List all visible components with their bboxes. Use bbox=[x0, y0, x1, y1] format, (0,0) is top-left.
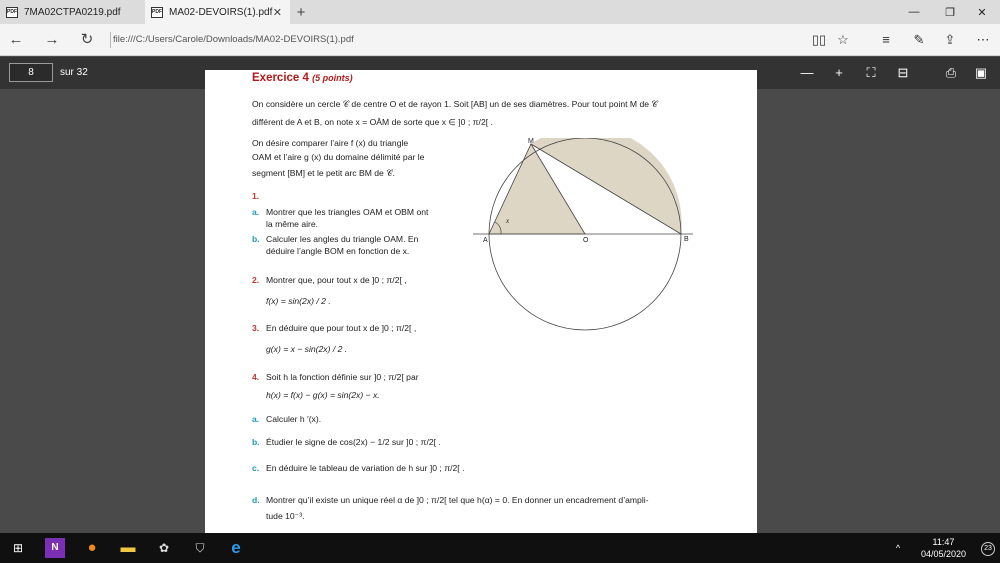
close-window-button[interactable]: ✕ bbox=[977, 6, 987, 19]
question-2-line-2: f(x) = sin(2x) / 2 . bbox=[266, 296, 331, 306]
question-1b-letter: b. bbox=[252, 234, 260, 244]
taskbar bbox=[0, 533, 1000, 563]
hub-icon[interactable]: ≡ bbox=[882, 32, 890, 47]
print-icon[interactable]: ⎙ bbox=[945, 65, 957, 80]
question-4a-text: Calculer h ′(x). bbox=[266, 414, 322, 424]
fit-page-icon[interactable]: ⛶ bbox=[866, 65, 876, 80]
notification-badge[interactable]: 23 bbox=[981, 542, 995, 556]
question-4a-letter: a. bbox=[252, 414, 260, 424]
question-1b-line-2: déduire l’angle BOM en fonction de x. bbox=[266, 246, 410, 256]
clock-time: 11:47 bbox=[932, 537, 955, 547]
question-4d-letter: d. bbox=[252, 495, 260, 505]
zoom-out-icon[interactable]: — bbox=[800, 65, 814, 80]
question-4-number: 4. bbox=[252, 372, 260, 382]
restore-button[interactable]: ❐ bbox=[945, 6, 955, 19]
new-tab-button[interactable]: + bbox=[296, 3, 306, 21]
url-field[interactable]: file:///C:/Users/Carole/Downloads/MA02-DEVOIRS(1).pdf bbox=[113, 34, 354, 45]
question-3-number: 3. bbox=[252, 323, 260, 333]
pdf-icon: PDF bbox=[6, 7, 18, 18]
clock-date: 04/05/2020 bbox=[920, 549, 966, 559]
file-explorer-icon[interactable]: ▬ bbox=[120, 539, 136, 556]
exercise-title-text: Exercice 4 bbox=[252, 72, 309, 84]
question-4d-line-2: tude 10⁻³. bbox=[266, 511, 305, 521]
page-view-icon[interactable]: ⊟ bbox=[897, 65, 909, 80]
store-icon[interactable]: ⛉ bbox=[195, 541, 205, 555]
windows-start-icon[interactable]: ⊞ bbox=[12, 541, 24, 555]
label-a: A bbox=[483, 237, 488, 244]
exercise-title bbox=[252, 72, 353, 84]
forward-arrow-icon[interactable]: → bbox=[44, 31, 60, 48]
page-number-input[interactable]: 8 bbox=[9, 63, 53, 82]
reading-view-icon[interactable]: ▯▯ bbox=[811, 32, 827, 47]
compare-line-1: On désire comparer l’aire f (x) du triangle bbox=[252, 138, 409, 148]
question-4b-text: Étudier le signe de cos(2x) − 1/2 sur ]0 ; π/2[ . bbox=[266, 437, 441, 447]
favorite-star-icon[interactable]: ☆ bbox=[837, 32, 849, 47]
app-icon[interactable]: ✿ bbox=[158, 541, 170, 555]
question-1-number: 1. bbox=[252, 191, 260, 201]
label-o: O bbox=[583, 237, 589, 244]
question-2-number: 2. bbox=[252, 275, 260, 285]
minimize-button[interactable]: — bbox=[908, 6, 920, 18]
pdf-icon: PDF bbox=[151, 7, 163, 18]
question-4-line-1: Soit h la fonction définie sur ]0 ; π/2[ par bbox=[266, 372, 419, 382]
question-3-line-2: g(x) = x − sin(2x) / 2 . bbox=[266, 344, 348, 354]
question-4-line-2: h(x) = f(x) − g(x) = sin(2x) − x. bbox=[266, 390, 380, 400]
onenote-icon[interactable]: N bbox=[45, 538, 65, 558]
notes-icon[interactable]: ✎ bbox=[913, 32, 925, 47]
question-4b-letter: b. bbox=[252, 437, 260, 447]
firefox-icon[interactable]: ● bbox=[87, 539, 97, 556]
url-divider bbox=[110, 32, 111, 48]
question-1a-line-1: Montrer que les triangles OAM et OBM ont bbox=[266, 207, 429, 217]
intro-line-1: On considère un cercle 𝒞 de centre O et de rayon 1. Soit [AB] un de ses diamètres. Pour tout point M de 𝒞 bbox=[252, 99, 658, 109]
refresh-icon[interactable]: ↻ bbox=[80, 31, 94, 48]
more-icon[interactable]: ⋯ bbox=[976, 32, 990, 47]
question-1a-letter: a. bbox=[252, 207, 260, 217]
question-1b-line-1: Calculer les angles du triangle OAM. En bbox=[266, 234, 419, 244]
compare-line-2: OAM et l’aire g (x) du domaine délimité par le bbox=[252, 152, 425, 162]
page-total: sur 32 bbox=[60, 67, 88, 78]
pdf-page bbox=[205, 70, 757, 533]
intro-line-2: différent de A et B, on note x = OÂM de sorte que x ∈ ]0 ; π/2[ . bbox=[252, 117, 493, 127]
tab-bar bbox=[0, 0, 1000, 24]
question-1a-line-2: la même aire. bbox=[266, 219, 319, 229]
question-4c-text: En déduire le tableau de variation de h sur ]0 ; π/2[ . bbox=[266, 463, 465, 473]
tab-ma02-devoirs[interactable] bbox=[145, 0, 290, 24]
circle-figure bbox=[473, 138, 693, 334]
label-m: M bbox=[528, 138, 534, 145]
question-4d-line-1: Montrer qu’il existe un unique réel α de ]0 ; π/2[ tel que h(α) = 0. En donner un encadrement d’ampli- bbox=[266, 495, 649, 505]
address-bar bbox=[0, 24, 1000, 56]
back-arrow-icon[interactable]: ← bbox=[8, 31, 24, 48]
share-icon[interactable]: ⇪ bbox=[944, 32, 956, 47]
zoom-in-icon[interactable]: + bbox=[835, 65, 843, 80]
tab-title: 7MA02CTPA0219.pdf bbox=[24, 6, 121, 18]
exercise-points: (5 points) bbox=[312, 73, 353, 83]
question-2-line-1: Montrer que, pour tout x de ]0 ; π/2[ , bbox=[266, 275, 407, 285]
clock[interactable] bbox=[921, 536, 966, 560]
label-x: x bbox=[506, 217, 510, 225]
question-4c-letter: c. bbox=[252, 463, 260, 473]
question-3-line-1: En déduire que pour tout x de ]0 ; π/2[ , bbox=[266, 323, 417, 333]
label-b: B bbox=[684, 236, 689, 243]
show-hidden-icons-chevron-icon[interactable]: ^ bbox=[895, 543, 901, 553]
tab-7ma02ctpa0219[interactable] bbox=[0, 0, 145, 24]
tab-title: MA02-DEVOIRS(1).pdf bbox=[169, 6, 273, 18]
compare-line-3: segment [BM] et le petit arc BM de 𝒞. bbox=[252, 168, 395, 178]
save-icon[interactable]: ▣ bbox=[974, 65, 988, 80]
close-tab-icon[interactable]: ✕ bbox=[272, 6, 282, 19]
edge-icon[interactable]: e bbox=[231, 538, 241, 557]
